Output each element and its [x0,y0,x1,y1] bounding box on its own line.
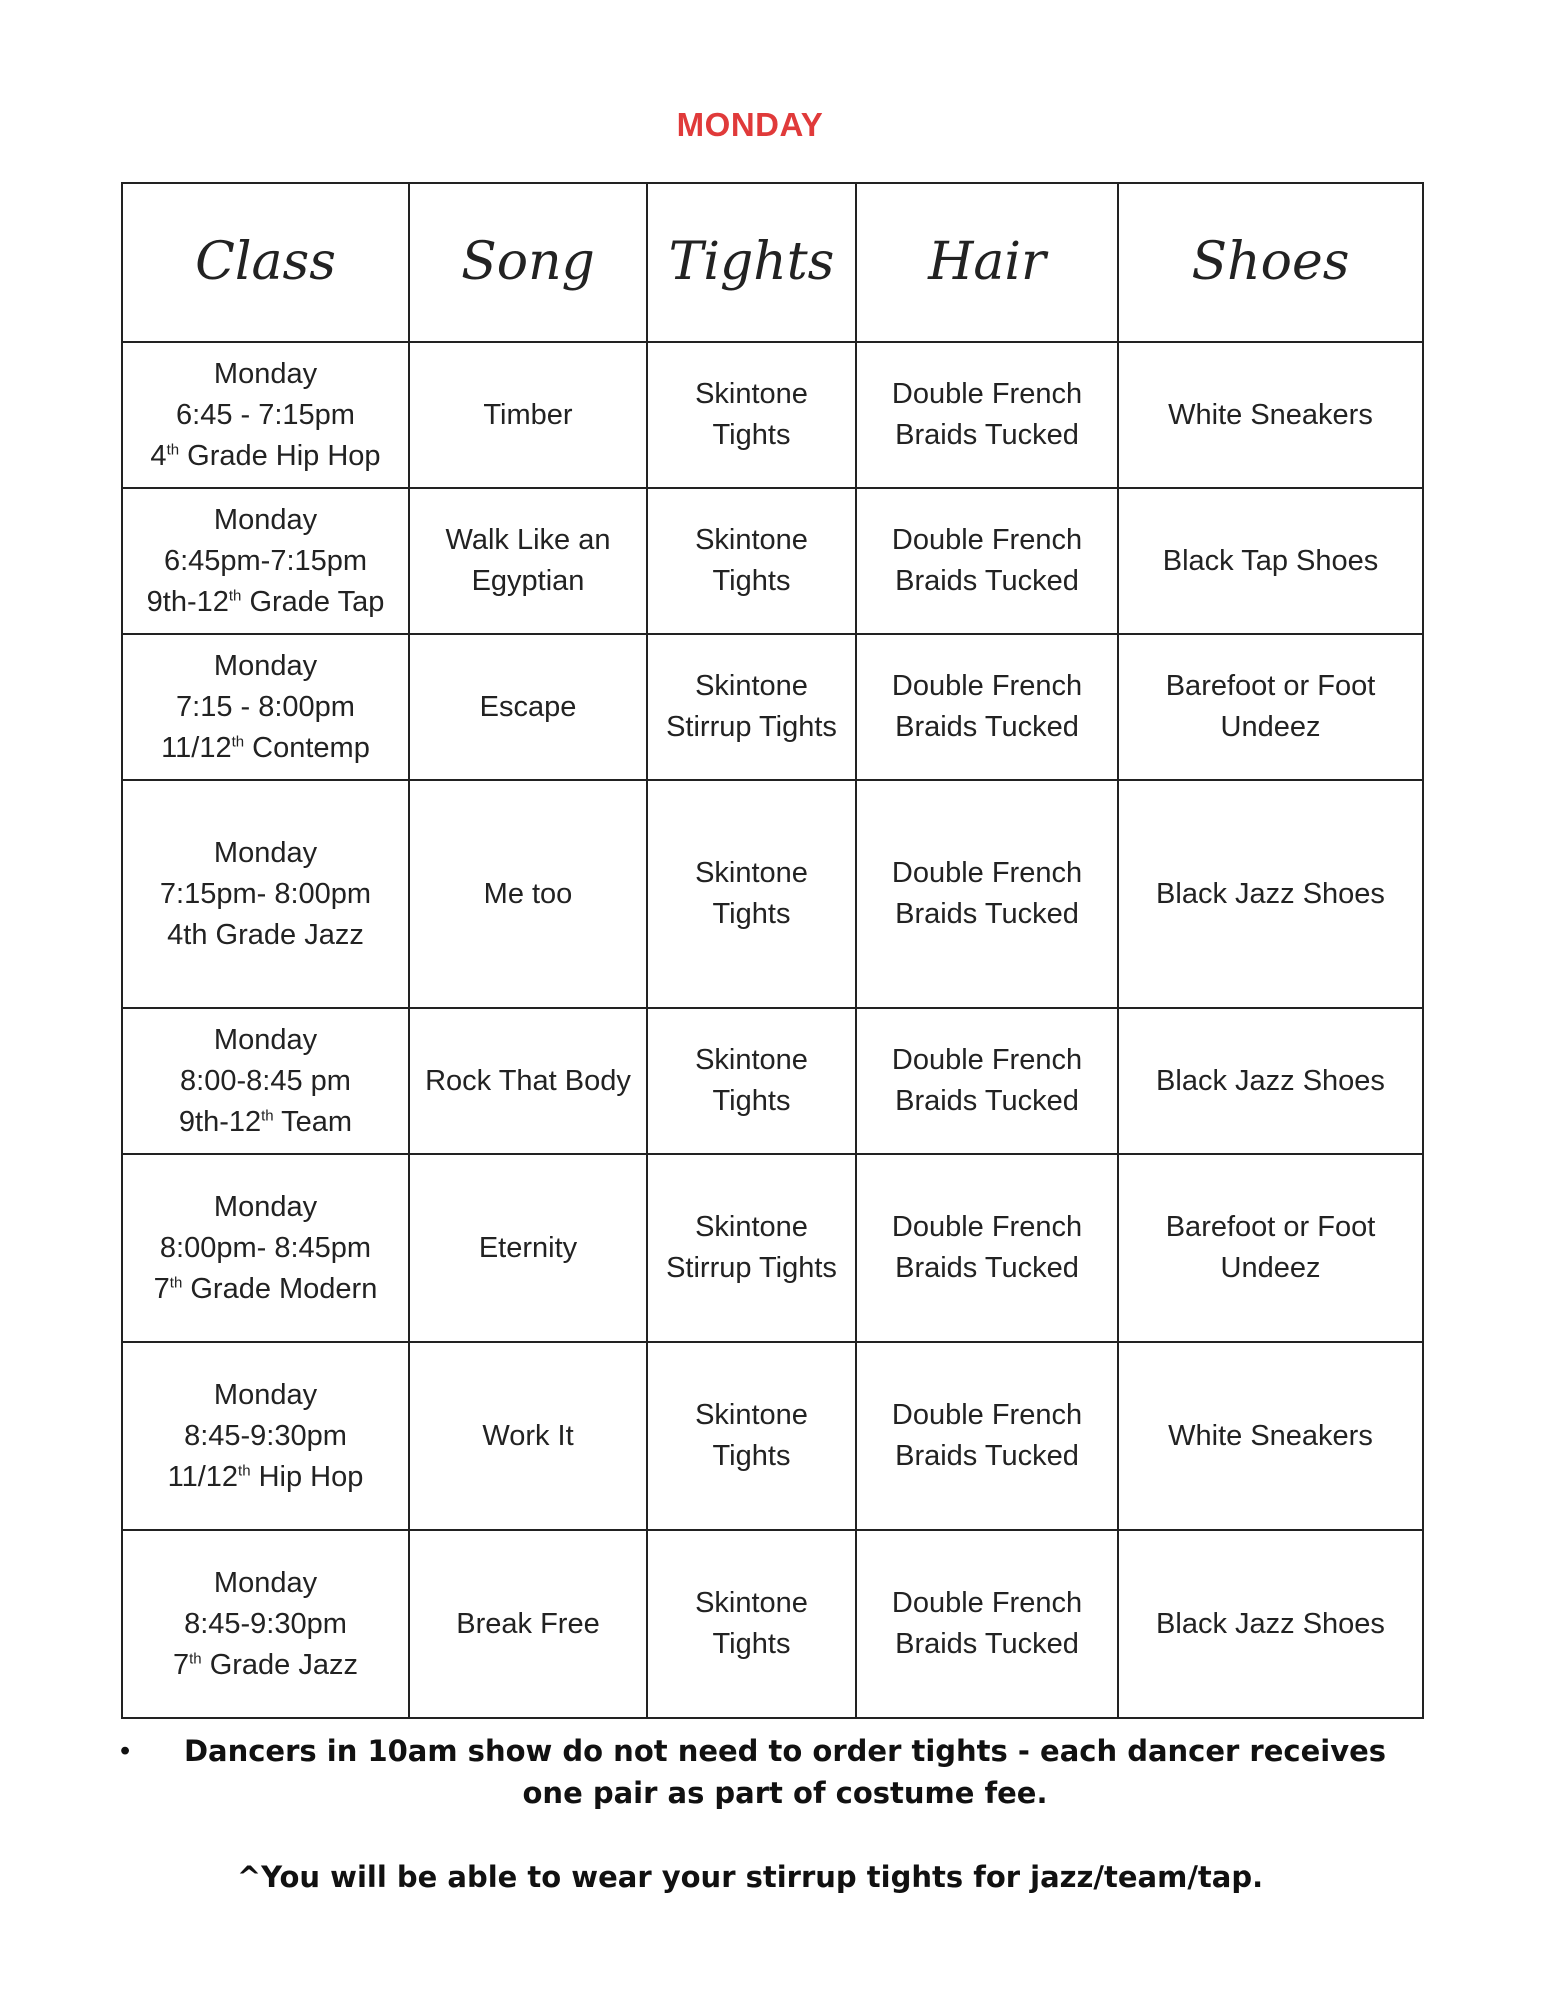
tights-text: Skintone [695,378,808,410]
class-name [129,915,402,956]
song-cell [409,1154,647,1342]
song-cell [409,780,647,1008]
class-name-part: Grade Hip Hop [179,439,381,472]
class-time: 8:00-8:45 pm [180,1064,351,1097]
tights-text: Skintone [695,1211,808,1243]
hair-cell [856,488,1118,634]
class-name-suffix: th [231,732,245,750]
shoes-text: Undeez [1220,711,1321,743]
song-text: Timber [483,398,573,431]
tights-cell [647,1154,856,1342]
hair-text: Braids Tucked [895,419,1079,451]
hair-text: Braids Tucked [895,1252,1079,1284]
class-name-suffix: th [169,1273,183,1291]
tights-note [165,1730,1405,1814]
tights-text: Skintone [695,1044,808,1076]
shoes-text: Undeez [1220,1252,1321,1284]
bullet-icon: • [120,1735,131,1767]
hair-text: Double French [891,1399,1083,1431]
tights-cell [647,780,856,1008]
header-song: Song [409,183,647,342]
table-row [122,1008,1423,1154]
hair-cell [856,342,1118,488]
shoes-text: Black Tap Shoes [1162,544,1379,577]
song-text: Work It [482,1419,574,1452]
song-text: Egyptian [471,565,585,597]
class-cell [122,634,409,780]
shoes-cell [1118,634,1423,780]
class-name [129,1645,402,1686]
tights-text: Tights [712,1440,791,1472]
hair-cell [856,1530,1118,1718]
tights-note-line-1: Dancers in 10am show do not need to order tights - each dancer receives [183,1734,1387,1768]
tights-text: Skintone [695,857,808,889]
tights-text: Skintone [695,670,808,702]
song-text: Escape [479,690,577,723]
class-name-suffix: th [261,1106,274,1124]
class-time: 8:45-9:30pm [184,1607,347,1640]
class-time: 6:45 - 7:15pm [176,398,355,431]
tights-text: Skintone [695,1587,808,1619]
class-day: Monday [213,1378,318,1411]
class-name [129,1269,402,1310]
stirrup-note: ^You will be able to wear your stirrup tights for jazz/team/tap. [236,1860,1264,1894]
class-name-suffix: th [228,586,242,604]
class-cell [122,780,409,1008]
tights-text: Stirrup Tights [666,711,837,743]
tights-cell [647,1342,856,1530]
header-tights: Tights [647,183,856,342]
class-name-part: Grade Tap [241,585,385,618]
shoes-text: Black Jazz Shoes [1156,1607,1385,1640]
tights-text: Tights [712,565,791,597]
shoes-text: Barefoot or Foot [1165,1211,1376,1243]
shoes-cell [1118,342,1423,488]
header-class: Class [122,183,409,342]
class-day: Monday [213,1566,318,1599]
table-row [122,1530,1423,1718]
table-row [122,634,1423,780]
class-name-part: Grade Modern [182,1272,378,1305]
tights-cell [647,488,856,634]
hair-cell [856,780,1118,1008]
hair-text: Braids Tucked [895,898,1079,930]
class-day: Monday [213,357,318,390]
class-name-suffix: th [238,1461,251,1479]
tights-text: Skintone [695,524,808,556]
shoes-cell [1118,488,1423,634]
class-cell [122,342,409,488]
class-cell [122,488,409,634]
tights-text: Tights [712,419,791,451]
shoes-cell [1118,1530,1423,1718]
class-name [129,1457,402,1498]
page-title: MONDAY [676,106,824,143]
hair-text: Braids Tucked [895,1440,1079,1472]
header-hair: Hair [856,183,1118,342]
tights-text: Skintone [695,1399,808,1431]
class-name [129,728,402,769]
shoes-text: Barefoot or Foot [1165,670,1376,702]
header-shoes: Shoes [1118,183,1423,342]
tights-cell [647,1008,856,1154]
class-name-part: Contemp [244,731,370,764]
class-name-suffix: th [166,440,180,458]
class-name-part: Grade Jazz [201,1648,358,1681]
class-name-part: 4 [150,439,167,472]
tights-cell [647,1530,856,1718]
class-day: Monday [213,1190,318,1223]
song-cell [409,634,647,780]
class-name-part: 11/12 [161,731,232,764]
class-cell [122,1530,409,1718]
table-header-row [122,183,1423,342]
class-day: Monday [213,503,318,536]
hair-text: Double French [891,857,1083,889]
shoes-cell [1118,1154,1423,1342]
hair-text: Braids Tucked [895,711,1079,743]
song-cell [409,1008,647,1154]
class-cell [122,1342,409,1530]
hair-cell [856,634,1118,780]
tights-cell [647,634,856,780]
shoes-cell [1118,1342,1423,1530]
hair-text: Braids Tucked [895,565,1079,597]
song-text: Walk Like an [445,524,611,556]
class-name-part: 4th Grade Jazz [167,918,364,951]
shoes-text: White Sneakers [1168,1419,1373,1452]
class-name-part: Hip Hop [250,1460,364,1493]
class-name-part: 9th-12 [178,1105,262,1138]
class-time: 7:15 - 8:00pm [176,690,355,723]
class-day: Monday [213,649,318,682]
hair-text: Double French [891,524,1083,556]
table-row [122,342,1423,488]
class-time: 6:45pm-7:15pm [163,544,368,577]
song-text: Rock That Body [425,1064,631,1097]
tights-cell [647,342,856,488]
tights-text: Tights [712,898,791,930]
song-cell [409,342,647,488]
hair-cell [856,1008,1118,1154]
hair-cell [856,1342,1118,1530]
class-day: Monday [213,836,318,869]
hair-cell [856,1154,1118,1342]
class-cell [122,1008,409,1154]
song-cell [409,1342,647,1530]
class-name [129,582,402,623]
tights-text: Tights [712,1085,791,1117]
class-time: 8:00pm- 8:45pm [159,1231,372,1264]
hair-text: Double French [891,378,1083,410]
class-name [129,1102,402,1143]
tights-note-line-2: one pair as part of costume fee. [522,1776,1048,1810]
song-text: Me too [483,877,573,910]
hair-text: Double French [891,1044,1083,1076]
song-cell [409,488,647,634]
shoes-cell [1118,1008,1423,1154]
song-cell [409,1530,647,1718]
shoes-text: White Sneakers [1168,398,1373,431]
class-time: 8:45-9:30pm [184,1419,347,1452]
hair-text: Braids Tucked [895,1085,1079,1117]
costume-schedule-table [121,182,1424,1719]
hair-text: Double French [891,1587,1083,1619]
class-name-part: 11/12 [167,1460,239,1493]
table-row [122,1154,1423,1342]
class-time: 7:15pm- 8:00pm [159,877,372,910]
hair-text: Braids Tucked [895,1628,1079,1660]
class-name-part: 7 [153,1272,170,1305]
class-name-part: Team [273,1105,353,1138]
class-name-part: 9th-12 [146,585,229,618]
hair-text: Double French [891,670,1083,702]
song-text: Eternity [478,1231,578,1264]
tights-text: Tights [712,1628,791,1660]
class-cell [122,1154,409,1342]
hair-text: Double French [891,1211,1083,1243]
shoes-text: Black Jazz Shoes [1156,1064,1385,1097]
tights-text: Stirrup Tights [666,1252,837,1284]
table-row [122,488,1423,634]
shoes-text: Black Jazz Shoes [1156,877,1385,910]
class-name-suffix: th [189,1649,202,1667]
song-text: Break Free [456,1607,600,1640]
shoes-cell [1118,780,1423,1008]
table-row [122,1342,1423,1530]
class-name-part: 7 [173,1648,190,1681]
table-row [122,780,1423,1008]
class-name [129,436,402,477]
class-day: Monday [213,1023,318,1056]
